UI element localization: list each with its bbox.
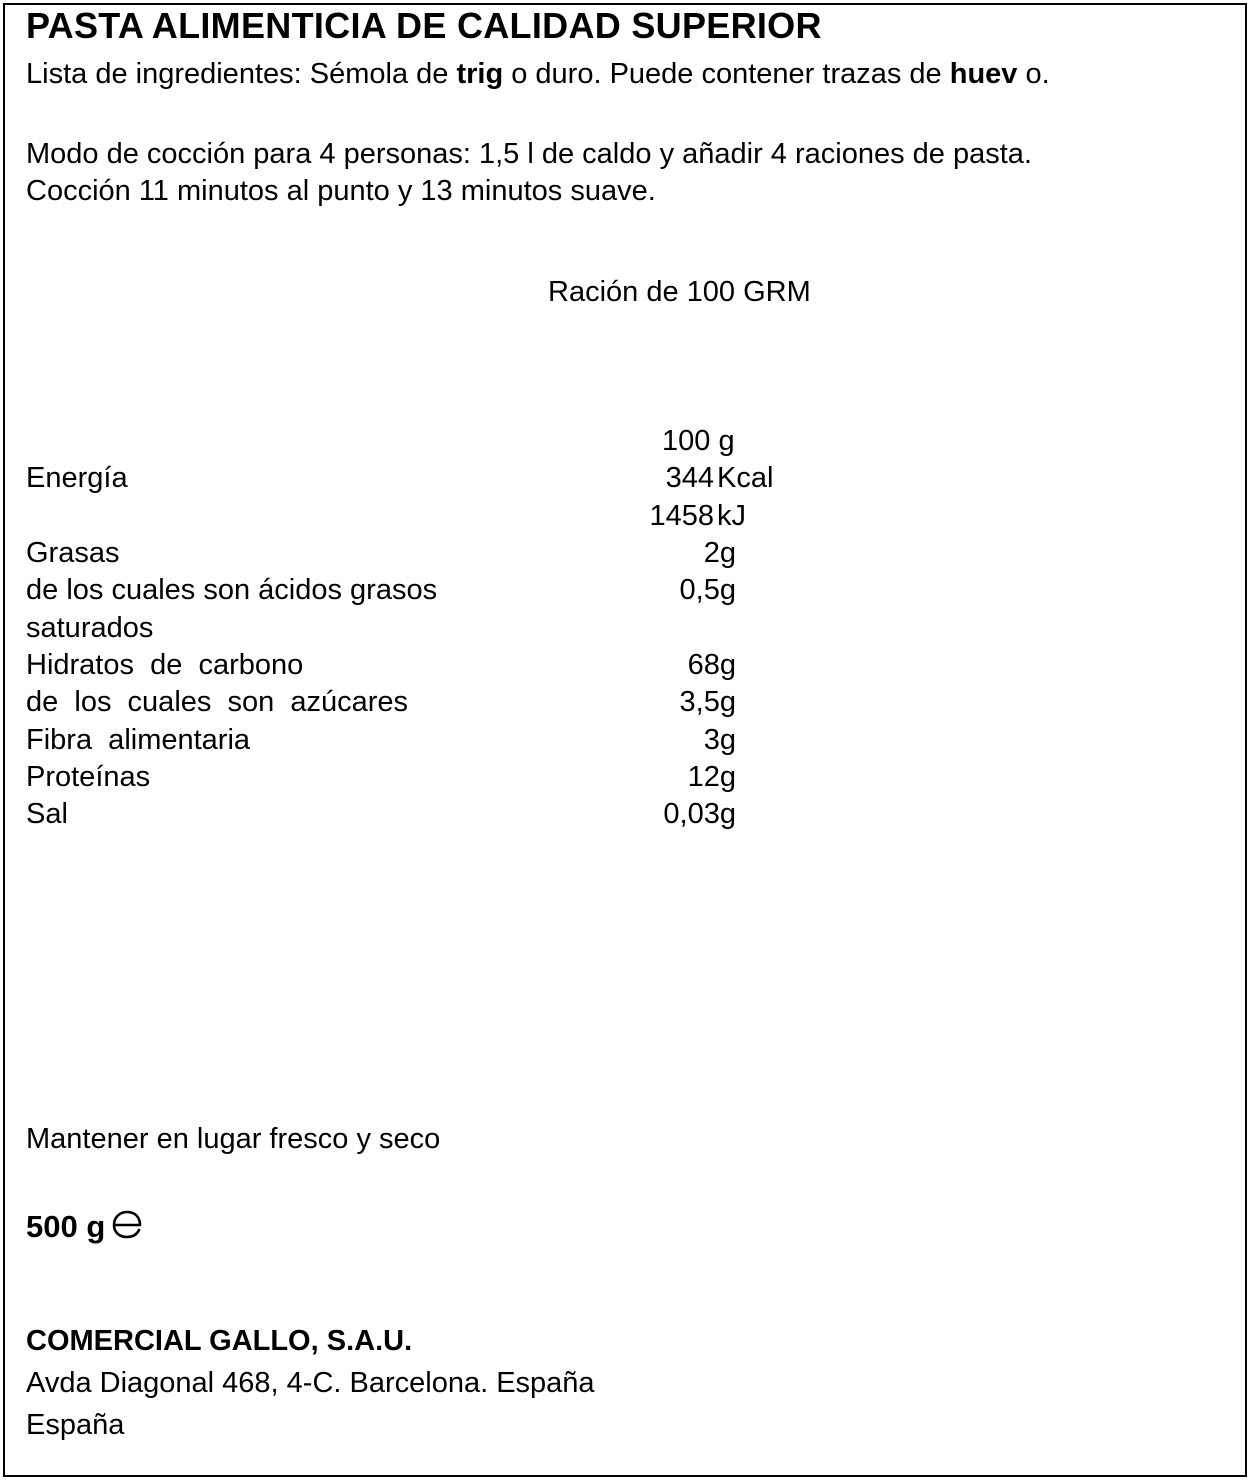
storage-instructions: Mantener en lugar fresco y seco — [26, 1123, 441, 1155]
nutrient-label-protein: Proteínas — [26, 761, 151, 793]
product-title: PASTA ALIMENTICIA DE CALIDAD SUPERIOR — [26, 5, 822, 46]
energy-kj-unit: kJ — [717, 500, 746, 532]
nutrient-value-sugars: 3,5g — [679, 686, 736, 718]
nutrient-value-protein: 12g — [687, 761, 736, 793]
energy-kj-value: 1458 — [649, 500, 714, 532]
ingredients-middle: o duro. Puede contener trazas de — [503, 58, 950, 90]
nutrient-label-carbohydrates: Hidratos de carbono — [26, 649, 304, 681]
nutrition-column-header: 100 g — [662, 425, 735, 457]
serving-size: Ración de 100 GRM — [548, 276, 811, 308]
nutrient-label-fibre: Fibra alimentaria — [26, 724, 251, 756]
nutrient-value-saturated-fat: 0,5g — [679, 574, 736, 606]
cooking-instructions-line-1: Modo de cocción para 4 personas: 1,5 l de caldo y añadir 4 raciones de pasta. — [26, 138, 1032, 170]
nutrient-label-saturated-fat: de los cuales son ácidos grasos — [26, 574, 438, 606]
net-weight — [26, 1209, 145, 1244]
ingredients-list — [26, 60, 1050, 89]
nutrient-label-salt: Sal — [26, 798, 68, 830]
nutrient-value-fibre: 3g — [703, 724, 736, 756]
nutrient-label-fat: Grasas — [26, 537, 120, 569]
nutrient-value-carbohydrates: 68g — [687, 649, 736, 681]
cooking-instructions-line-2: Cocción 11 minutos al punto y 13 minutos suave. — [26, 175, 656, 207]
company-name: COMERCIAL GALLO, S.A.U. — [26, 1325, 413, 1357]
estimated-sign-icon — [109, 1209, 145, 1244]
energy-label: Energía — [26, 462, 128, 494]
ingredients-prefix: Lista de ingredientes: Sémola de — [26, 58, 457, 90]
allergen-wheat: trig — [456, 58, 504, 90]
company-address: Avda Diagonal 468, 4-C. Barcelona. España — [26, 1367, 595, 1399]
nutrient-label-saturated-fat-line-2: saturados — [26, 612, 154, 644]
nutrient-value-fat: 2g — [703, 537, 736, 569]
energy-kcal-unit: Kcal — [717, 462, 774, 494]
ingredients-suffix: o. — [1017, 58, 1050, 90]
allergen-egg: huev — [949, 58, 1018, 90]
energy-kcal-value: 344 — [665, 462, 714, 494]
nutrient-value-salt: 0,03g — [663, 798, 736, 830]
nutrient-label-sugars: de los cuales son azúcares — [26, 686, 409, 718]
net-weight-value: 500 g — [26, 1209, 106, 1244]
company-country: España — [26, 1409, 125, 1441]
